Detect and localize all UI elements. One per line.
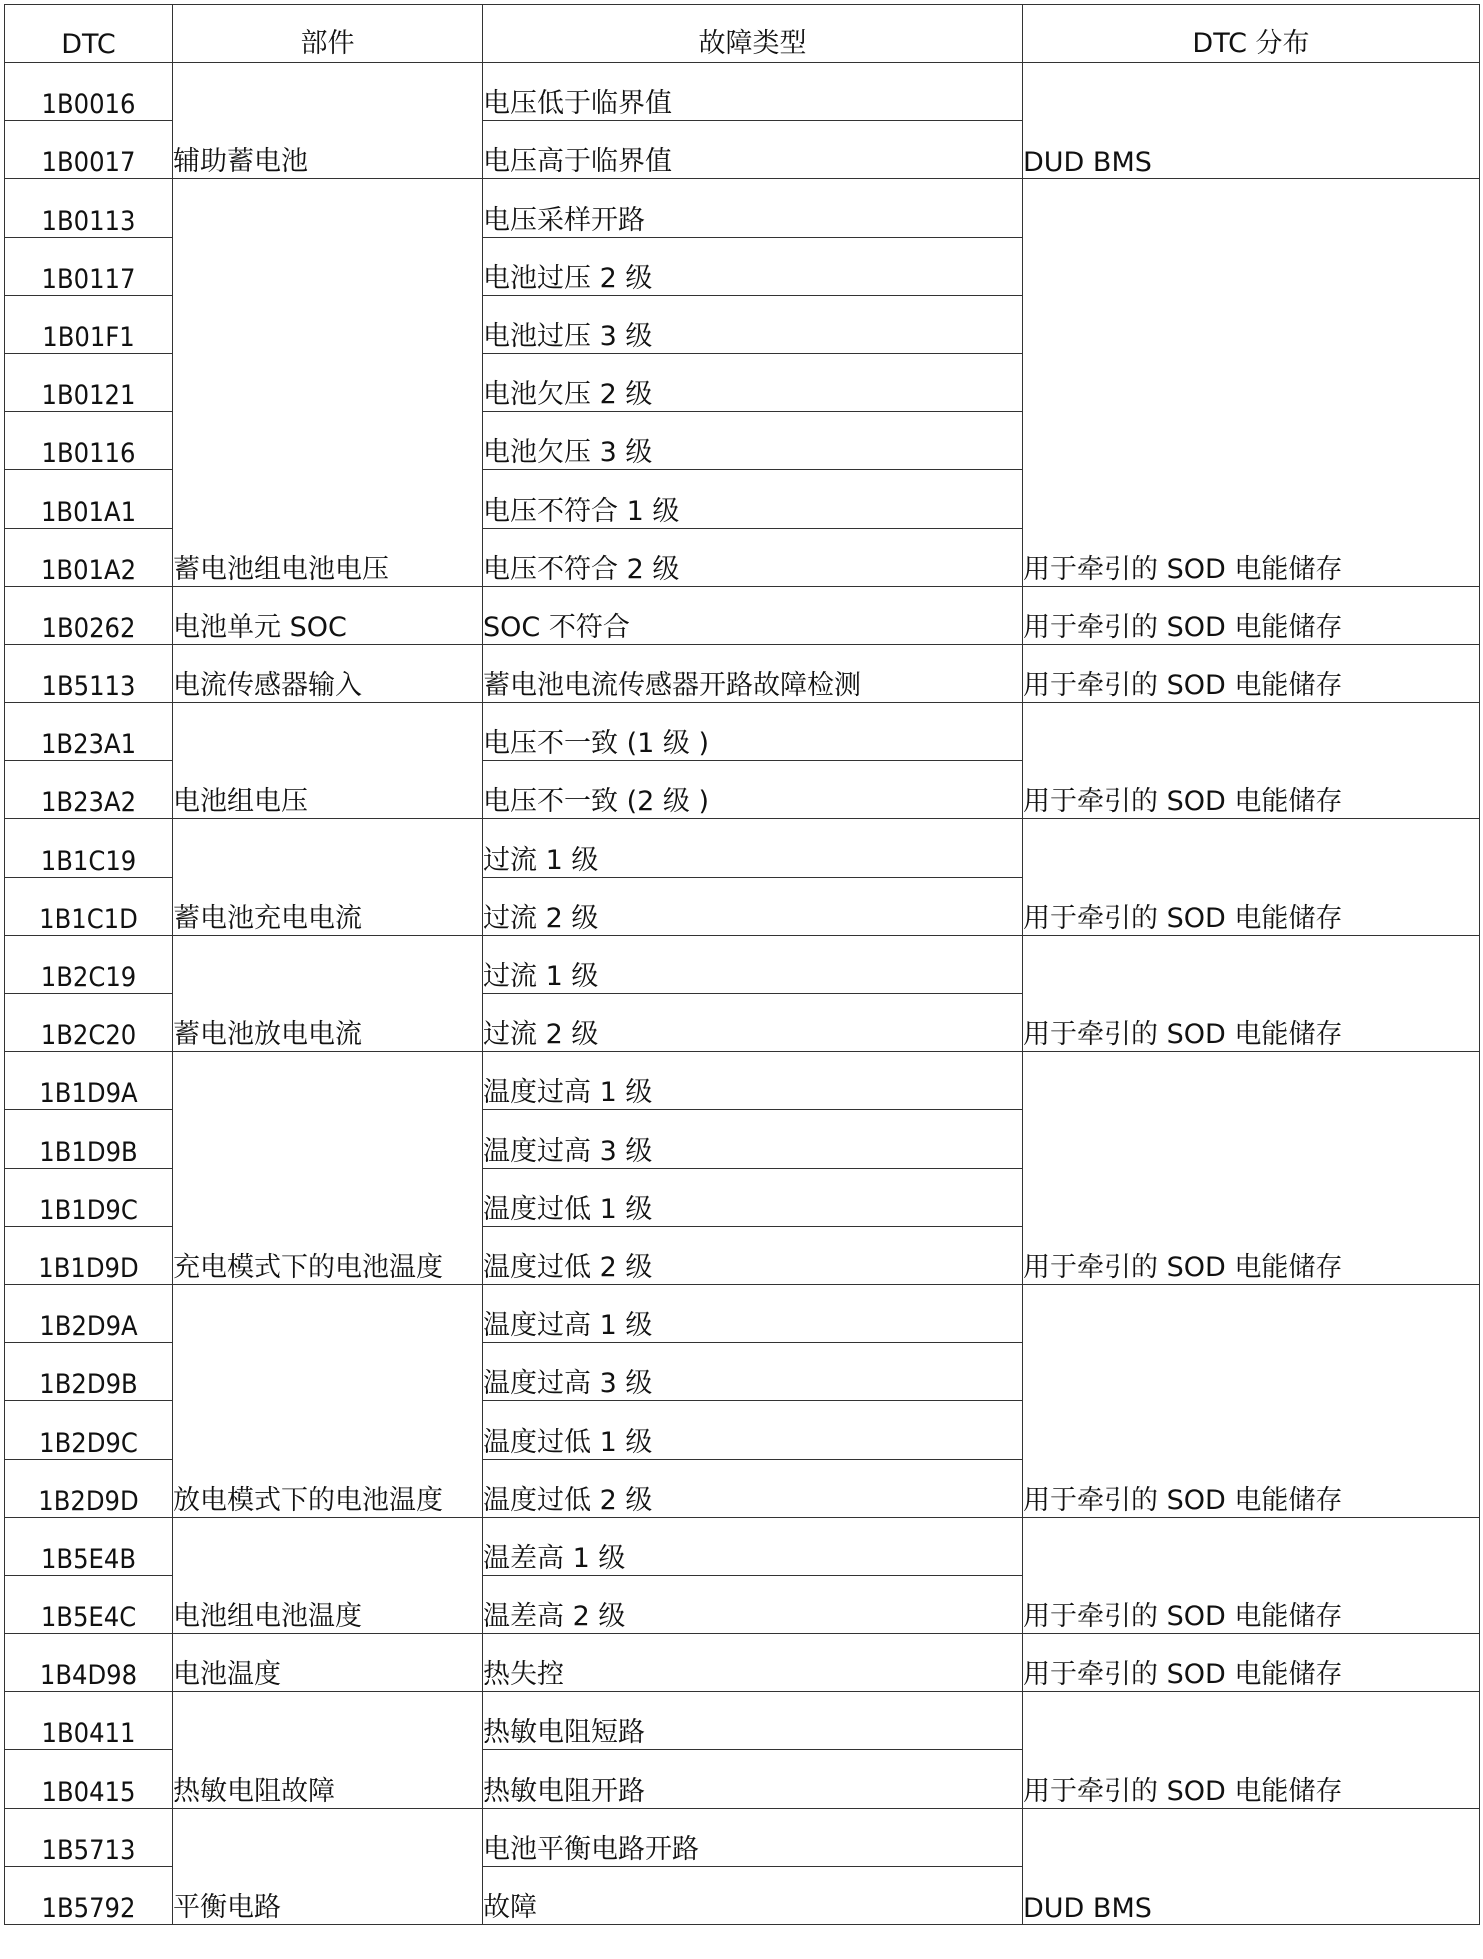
fault-type-cell: 过流 1 级	[483, 819, 1023, 877]
header-distribution: DTC 分布	[1023, 5, 1480, 63]
component-cell: 电池单元 SOC	[173, 586, 483, 644]
fault-type-cell: 热失控	[483, 1634, 1023, 1692]
dtc-code-cell: 1B0262	[5, 586, 173, 644]
distribution-cell: 用于牵引的 SOD 电能储存	[1023, 586, 1480, 644]
fault-type-cell: 温度过低 1 级	[483, 1401, 1023, 1459]
component-cell: 蓄电池充电电流	[173, 819, 483, 935]
table-row	[5, 179, 1480, 237]
table-row	[5, 1692, 1480, 1750]
header-component: 部件	[173, 5, 483, 63]
dtc-code-cell: 1B2C20	[5, 994, 173, 1052]
table-row	[5, 935, 1480, 993]
distribution-cell: 用于牵引的 SOD 电能储存	[1023, 644, 1480, 702]
dtc-code-cell: 1B01A1	[5, 470, 173, 528]
distribution-cell: DUD BMS	[1023, 1808, 1480, 1924]
fault-type-cell: 电池过压 2 级	[483, 237, 1023, 295]
dtc-code-cell: 1B0116	[5, 412, 173, 470]
component-cell: 蓄电池组电池电压	[173, 179, 483, 586]
component-cell: 电池温度	[173, 1634, 483, 1692]
fault-type-cell: 故障	[483, 1866, 1023, 1924]
distribution-cell: 用于牵引的 SOD 电能储存	[1023, 935, 1480, 1051]
dtc-code-cell: 1B5713	[5, 1808, 173, 1866]
table-body	[5, 63, 1480, 1925]
table-row	[5, 1052, 1480, 1110]
component-cell: 电流传感器输入	[173, 644, 483, 702]
table-header	[5, 5, 1480, 63]
fault-type-cell: 蓄电池电流传感器开路故障检测	[483, 644, 1023, 702]
fault-type-cell: 温差高 1 级	[483, 1517, 1023, 1575]
table-row	[5, 819, 1480, 877]
dtc-code-cell: 1B1C19	[5, 819, 173, 877]
fault-type-cell: 电压高于临界值	[483, 121, 1023, 179]
header-fault-type: 故障类型	[483, 5, 1023, 63]
dtc-code-cell: 1B5E4B	[5, 1517, 173, 1575]
fault-type-cell: 温差高 2 级	[483, 1575, 1023, 1633]
dtc-code-cell: 1B5792	[5, 1866, 173, 1924]
component-cell: 电池组电池温度	[173, 1517, 483, 1633]
dtc-code-cell: 1B5E4C	[5, 1575, 173, 1633]
header-dtc: DTC	[5, 5, 173, 63]
table-row	[5, 1284, 1480, 1342]
fault-type-cell: 温度过高 1 级	[483, 1052, 1023, 1110]
table-row	[5, 1517, 1480, 1575]
dtc-code-cell: 1B23A1	[5, 703, 173, 761]
fault-type-cell: 电压不一致 (2 级 )	[483, 761, 1023, 819]
fault-type-cell: SOC 不符合	[483, 586, 1023, 644]
dtc-code-cell: 1B0121	[5, 353, 173, 411]
dtc-code-cell: 1B1C1D	[5, 877, 173, 935]
dtc-code-cell: 1B2D9C	[5, 1401, 173, 1459]
dtc-code-cell: 1B0415	[5, 1750, 173, 1808]
header-row	[5, 5, 1480, 63]
component-cell: 充电模式下的电池温度	[173, 1052, 483, 1285]
fault-type-cell: 电压不符合 2 级	[483, 528, 1023, 586]
component-cell: 蓄电池放电电流	[173, 935, 483, 1051]
fault-type-cell: 过流 2 级	[483, 877, 1023, 935]
dtc-code-cell: 1B0411	[5, 1692, 173, 1750]
table-row	[5, 63, 1480, 121]
dtc-code-cell: 1B1D9A	[5, 1052, 173, 1110]
table-row	[5, 586, 1480, 644]
dtc-code-cell: 1B0016	[5, 63, 173, 121]
fault-type-cell: 热敏电阻短路	[483, 1692, 1023, 1750]
dtc-code-cell: 1B23A2	[5, 761, 173, 819]
dtc-code-cell: 1B4D98	[5, 1634, 173, 1692]
dtc-code-cell: 1B1D9B	[5, 1110, 173, 1168]
dtc-code-cell: 1B0017	[5, 121, 173, 179]
table-row	[5, 644, 1480, 702]
distribution-cell: 用于牵引的 SOD 电能储存	[1023, 1052, 1480, 1285]
dtc-code-cell: 1B2D9D	[5, 1459, 173, 1517]
table-row	[5, 703, 1480, 761]
dtc-code-cell: 1B0113	[5, 179, 173, 237]
component-cell: 电池组电压	[173, 703, 483, 819]
distribution-cell: 用于牵引的 SOD 电能储存	[1023, 179, 1480, 586]
fault-type-cell: 电压采样开路	[483, 179, 1023, 237]
fault-type-cell: 温度过高 3 级	[483, 1110, 1023, 1168]
dtc-code-cell: 1B0117	[5, 237, 173, 295]
fault-type-cell: 热敏电阻开路	[483, 1750, 1023, 1808]
dtc-code-cell: 1B1D9C	[5, 1168, 173, 1226]
distribution-cell: DUD BMS	[1023, 63, 1480, 179]
fault-type-cell: 电压不一致 (1 级 )	[483, 703, 1023, 761]
distribution-cell: 用于牵引的 SOD 电能储存	[1023, 1517, 1480, 1633]
table-row	[5, 1808, 1480, 1866]
fault-type-cell: 温度过低 2 级	[483, 1226, 1023, 1284]
fault-type-cell: 温度过低 2 级	[483, 1459, 1023, 1517]
distribution-cell: 用于牵引的 SOD 电能储存	[1023, 1634, 1480, 1692]
component-cell: 辅助蓄电池	[173, 63, 483, 179]
fault-type-cell: 温度过高 3 级	[483, 1343, 1023, 1401]
fault-type-cell: 电池欠压 3 级	[483, 412, 1023, 470]
component-cell: 平衡电路	[173, 1808, 483, 1924]
dtc-code-cell: 1B01F1	[5, 295, 173, 353]
dtc-code-cell: 1B2D9B	[5, 1343, 173, 1401]
dtc-code-cell: 1B1D9D	[5, 1226, 173, 1284]
dtc-code-cell: 1B5113	[5, 644, 173, 702]
distribution-cell: 用于牵引的 SOD 电能储存	[1023, 819, 1480, 935]
fault-type-cell: 电池过压 3 级	[483, 295, 1023, 353]
fault-type-cell: 电压不符合 1 级	[483, 470, 1023, 528]
dtc-code-cell: 1B2C19	[5, 935, 173, 993]
component-cell: 热敏电阻故障	[173, 1692, 483, 1808]
dtc-table	[4, 4, 1480, 1925]
dtc-code-cell: 1B01A2	[5, 528, 173, 586]
table-row	[5, 1634, 1480, 1692]
fault-type-cell: 温度过高 1 级	[483, 1284, 1023, 1342]
fault-type-cell: 电池平衡电路开路	[483, 1808, 1023, 1866]
fault-type-cell: 过流 1 级	[483, 935, 1023, 993]
distribution-cell: 用于牵引的 SOD 电能储存	[1023, 703, 1480, 819]
fault-type-cell: 电压低于临界值	[483, 63, 1023, 121]
fault-type-cell: 温度过低 1 级	[483, 1168, 1023, 1226]
distribution-cell: 用于牵引的 SOD 电能储存	[1023, 1692, 1480, 1808]
dtc-code-cell: 1B2D9A	[5, 1284, 173, 1342]
fault-type-cell: 电池欠压 2 级	[483, 353, 1023, 411]
component-cell: 放电模式下的电池温度	[173, 1284, 483, 1517]
fault-type-cell: 过流 2 级	[483, 994, 1023, 1052]
distribution-cell: 用于牵引的 SOD 电能储存	[1023, 1284, 1480, 1517]
